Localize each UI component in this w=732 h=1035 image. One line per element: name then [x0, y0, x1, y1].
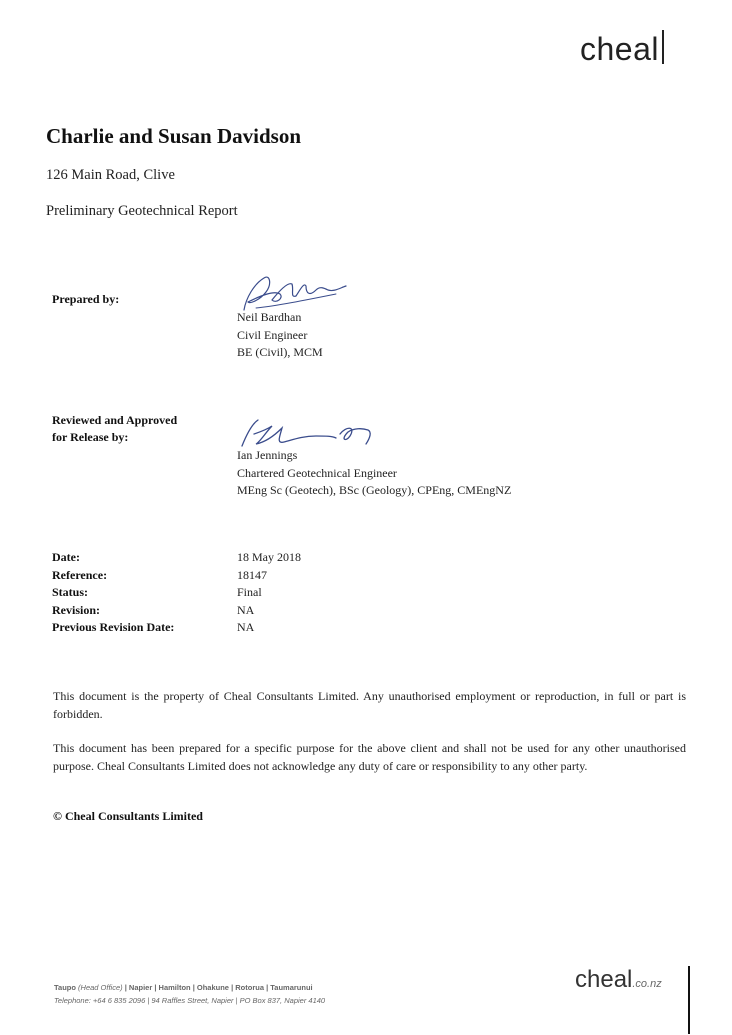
meta-value: 18 May 2018 [237, 550, 301, 564]
meta-key: Revision: [52, 602, 100, 617]
preparer-block [237, 309, 323, 362]
reviewer-qualifications: MEng Sc (Geotech), BSc (Geology), CPEng, CMEngNZ [237, 483, 512, 497]
reviewed-label-line1: Reviewed and Approved [52, 413, 178, 427]
copyright-notice: © Cheal Consultants Limited [53, 809, 203, 823]
meta-row-date [52, 550, 301, 568]
document-metadata-table [52, 550, 301, 638]
logo-bar [662, 30, 664, 64]
meta-key: Previous Revision Date: [52, 620, 175, 634]
meta-value: NA [237, 620, 255, 634]
client-name: Charlie and Susan Davidson [46, 124, 302, 148]
logo-text: cheal [580, 31, 659, 67]
meta-value: Final [237, 585, 262, 599]
prepared-by-label: Prepared by: [52, 292, 120, 306]
site-address: 126 Main Road, Clive [46, 167, 175, 183]
report-title: Preliminary Geotechnical Report [46, 203, 238, 219]
reviewer-block [237, 447, 511, 500]
meta-row-previous-revision-date [52, 620, 301, 638]
meta-key: Reference: [52, 567, 108, 582]
meta-key: Date: [52, 550, 80, 564]
preparer-qualifications: BE (Civil), MCM [237, 345, 323, 359]
footer-vertical-bar [688, 966, 690, 1034]
disclaimer-paragraph-1: This document is the property of Cheal Consultants Limited. Any unauthorised employment or reproduction, in full or part is forbidden. [53, 689, 686, 721]
reviewer-role: Chartered Geotechnical Engineer [237, 465, 397, 480]
meta-key: Status: [52, 585, 89, 599]
office-taupo: Taupo [54, 983, 76, 992]
footer-logo-domain: .co.nz [632, 978, 662, 990]
meta-row-reference [52, 568, 301, 586]
meta-row-revision [52, 603, 301, 621]
reviewer-name: Ian Jennings [237, 448, 298, 462]
meta-value: 18147 [237, 567, 267, 582]
meta-row-status [52, 585, 301, 603]
disclaimer-paragraph-2: This document has been prepared for a specific purpose for the above client and shall not be used for any other unauthorised purpose. Cheal Consultants Limited does not acknowledge any duty of care or responsibility to any other party. [53, 741, 686, 773]
preparer-name: Neil Bardhan [237, 310, 302, 324]
footer-offices [54, 983, 313, 992]
reviewed-by-label [52, 412, 177, 446]
cheal-logo [580, 30, 664, 68]
other-offices: | Napier | Hamilton | Ohakune | Rotorua | Taumarunui [124, 983, 313, 992]
footer-logo [575, 966, 662, 994]
meta-value: NA [237, 602, 255, 617]
reviewed-label-line2: for Release by: [52, 430, 129, 444]
preparer-role: Civil Engineer [237, 327, 308, 342]
footer-logo-text: cheal [575, 966, 633, 993]
head-office-tag: (Head Office) [78, 983, 123, 992]
footer-contact: Telephone: +64 6 835 2096 | 94 Raffles Street, Napier | PO Box 837, Napier 4140 [54, 996, 326, 1005]
